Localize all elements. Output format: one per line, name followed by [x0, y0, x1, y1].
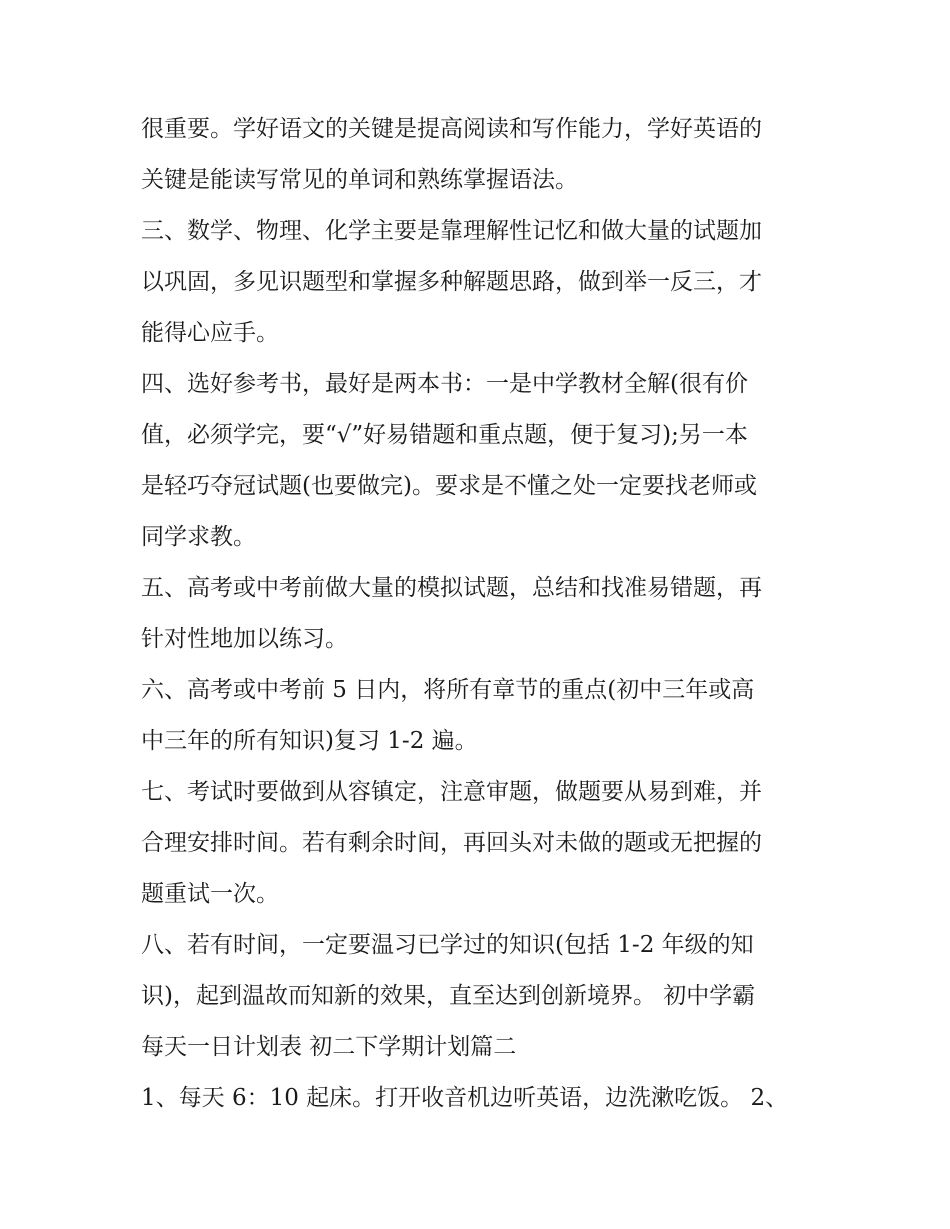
document-body: [141, 104, 821, 1124]
text-line: 六、高考或中考前 5 日内，将所有章节的重点(初中三年或高: [141, 677, 755, 703]
text-line: 以巩固，多见识题型和掌握多种解题思路，做到举一反三，才: [141, 269, 762, 295]
text-line: 同学求教。: [141, 524, 256, 550]
text-line: 识)，起到温故而知新的效果，直至达到创新境界。 初中学霸: [141, 983, 756, 1009]
text-line: 八、若有时间，一定要温习已学过的知识(包括 1-2 年级的知: [141, 932, 754, 958]
text-line: 七、考试时要做到从容镇定，注意审题，做题要从易到难，并: [141, 779, 762, 805]
text-line: 关键是能读写常见的单词和熟练掌握语法。: [141, 167, 578, 193]
text-line: 题重试一次。: [141, 881, 279, 907]
text-line: 五、高考或中考前做大量的模拟试题，总结和找准易错题，再: [141, 575, 762, 601]
text-line: 针对性地加以练习。: [141, 626, 348, 652]
text-line: 三、数学、物理、化学主要是靠理解性记忆和做大量的试题加: [141, 218, 762, 244]
text-line: 每天一日计划表 初二下学期计划篇二: [141, 1034, 517, 1060]
text-line: 是轻巧夺冠试题(也要做完)。要求是不懂之处一定要找老师或: [141, 473, 757, 499]
text-line: 四、选好参考书，最好是两本书：一是中学教材全解(很有价: [141, 371, 748, 397]
text-line: 合理安排时间。若有剩余时间，再回头对未做的题或无把握的: [141, 830, 762, 856]
text-line: 中三年的所有知识)复习 1-2 遍。: [141, 728, 478, 754]
text-line: 1、每天 6：10 起床。打开收音机边听英语，边洗漱吃饭。 2、: [141, 1085, 789, 1111]
text-line: 值，必须学完，要“√”好易错题和重点题，便于复习);另一本: [141, 422, 748, 448]
text-line: 能得心应手。: [141, 320, 279, 346]
text-line: 很重要。学好语文的关键是提高阅读和写作能力，学好英语的: [141, 116, 762, 142]
